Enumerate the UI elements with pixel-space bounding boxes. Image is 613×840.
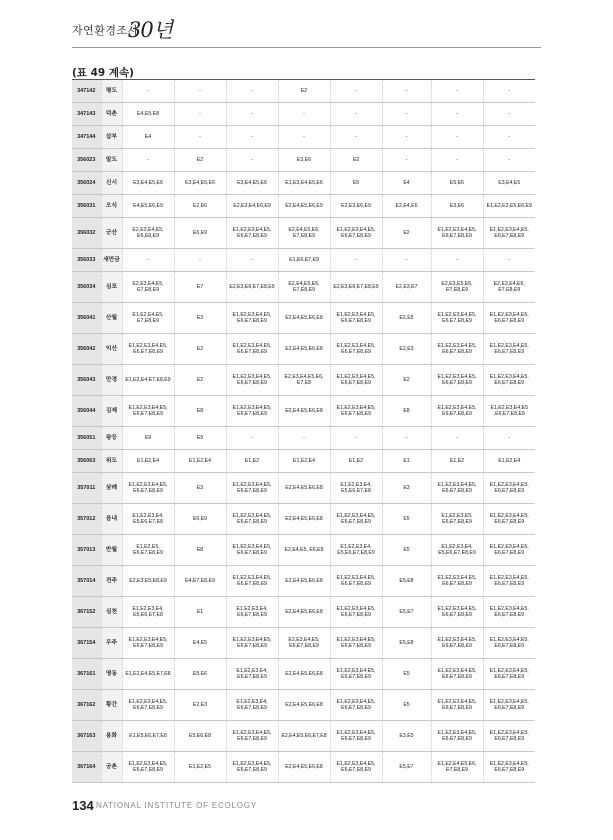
value-cell: E1,E2,E3,E4,E5, E6,E7,E8,E9 xyxy=(330,218,382,249)
value-cell: E4,E5,E6,E9 xyxy=(122,195,174,218)
value-cell: E2,E3,E7 xyxy=(382,272,431,303)
site-code-cell: 367161 xyxy=(72,659,101,690)
value-cell: E9 xyxy=(122,427,174,450)
value-cell: E2,E3 xyxy=(382,334,431,365)
value-cell: - xyxy=(382,149,431,172)
value-cell: E1,E2 xyxy=(330,450,382,473)
value-cell: E1,E2,E3,E4,E5, E6,E7,E8,E9 xyxy=(330,597,382,628)
site-name-cell: 익산 xyxy=(101,334,122,365)
value-cell: E2 xyxy=(174,149,226,172)
value-cell: E1,E2,E3,E4,E5, E6,E7,E8,E9 xyxy=(431,303,483,334)
site-name-cell: 위도 xyxy=(101,450,122,473)
site-code-cell: 356034 xyxy=(72,272,101,303)
value-cell: E2,E3,E6,E9 xyxy=(330,195,382,218)
value-cell: E1 xyxy=(382,450,431,473)
value-cell: E1,E2,E3,E4, E5,E6,E7,E8 xyxy=(122,504,174,535)
value-cell: E5,E6 xyxy=(174,659,226,690)
site-code-cell: 356044 xyxy=(72,396,101,427)
value-cell: E2,E4,E5,E6,E8 xyxy=(278,334,330,365)
value-cell: E6,E9 xyxy=(174,504,226,535)
value-cell: E2,E4,E5,E6,E8 xyxy=(278,473,330,504)
value-cell: - xyxy=(174,126,226,149)
value-cell: E3 xyxy=(382,473,431,504)
value-cell: - xyxy=(330,126,382,149)
value-cell: E1,E5,E6,E7,E8 xyxy=(122,721,174,752)
site-name-cell: 영동 xyxy=(101,659,122,690)
site-code-cell: 356041 xyxy=(72,303,101,334)
value-cell: E8 xyxy=(174,535,226,566)
value-cell: E3 xyxy=(174,303,226,334)
value-cell: E4,E7,E8,E9 xyxy=(174,566,226,597)
value-cell: E2,E4,E5,E6,E8 xyxy=(278,690,330,721)
value-cell: E1,E2,E3,E4,E5, E6,E7,E8,E9 xyxy=(431,473,483,504)
site-code-cell: 347144 xyxy=(72,126,101,149)
table-row xyxy=(72,195,535,218)
value-cell: E1,E2,E3,E4,E5, E6,E7,E8,E9 xyxy=(226,303,278,334)
table-row xyxy=(72,334,535,365)
table-row xyxy=(72,396,535,427)
value-cell: E1,E2,E4,E7,E8,E9 xyxy=(122,365,174,396)
value-cell: E2,E4,E5,E6,E8 xyxy=(278,303,330,334)
value-cell: E1,E2,E3,E4,E5, E6,E7,E8,E9 xyxy=(483,218,535,249)
value-cell: E1,E2,E3,E4, E5,E6,E7,E8 xyxy=(330,473,382,504)
value-cell: - xyxy=(382,126,431,149)
value-cell: E1,E2,E5, E6,E7,E8,E9 xyxy=(122,535,174,566)
value-cell: E3,E5 xyxy=(382,721,431,752)
value-cell: E1,E2,E3,E4,E5 ,E6,E7,E8,E9 xyxy=(483,396,535,427)
value-cell: E3,E4,E5 xyxy=(483,172,535,195)
value-cell: - xyxy=(483,103,535,126)
value-cell: - xyxy=(174,103,226,126)
value-cell: - xyxy=(431,149,483,172)
value-cell: - xyxy=(226,103,278,126)
value-cell: E1,E2,E3,E4,E5, E6,E7,E8,E9 xyxy=(483,473,535,504)
site-name-cell: 군산 xyxy=(101,218,122,249)
table-row xyxy=(72,628,535,659)
site-code-cell: 357011 xyxy=(72,473,101,504)
value-cell: E1,E2,E3,E4,E5, E6,E7,E8,E9 xyxy=(122,334,174,365)
value-cell: E1,E2,E3,E4,E5, E6,E7,E8,E9 xyxy=(226,334,278,365)
value-cell: E1,E3,E4,E5,E6 xyxy=(278,172,330,195)
value-cell: - xyxy=(226,149,278,172)
site-name-cell: 무주 xyxy=(101,628,122,659)
value-cell: E1,E2,E3,E4,E5, E6,E7,E8,E9 xyxy=(483,659,535,690)
table-row xyxy=(72,566,535,597)
value-cell: E1,E2,E3,E4,E5, E6,E7,E8,E9 xyxy=(226,752,278,783)
value-cell: - xyxy=(174,249,226,272)
value-cell: E1,E2,E3,E4,E5, E6,E7,E8,E9 xyxy=(431,365,483,396)
value-cell: E1,E2,E3,E4,E5, E6,E7,E8,E9 xyxy=(122,752,174,783)
value-cell: E2,E4,E5, E6,E8 xyxy=(278,535,330,566)
value-cell: E2,E4,E6 xyxy=(382,195,431,218)
value-cell: E2,E3,E4,E5, E6,E8,E9 xyxy=(122,218,174,249)
value-cell: E1,E2,E3,E4,E5, E6,E7,E8,E9 xyxy=(431,218,483,249)
value-cell: E1,E2,E3,E4, E5,E6,E7,E8 xyxy=(122,597,174,628)
value-cell: E2,E3,E4,E5, E6,E7,E8,E9 xyxy=(278,628,330,659)
value-cell: E1,E2,E3,E4,E5, E6,E7,E8,E9 xyxy=(226,504,278,535)
site-code-cell: 347142 xyxy=(72,80,101,103)
value-cell: E3,E4,E5,E6 xyxy=(226,172,278,195)
site-code-cell: 347143 xyxy=(72,103,101,126)
value-cell: E2 xyxy=(382,218,431,249)
table-row xyxy=(72,450,535,473)
value-cell: E4 xyxy=(122,126,174,149)
value-cell: E1 xyxy=(174,597,226,628)
value-cell: E2,E4,E5,E6,E8 xyxy=(278,659,330,690)
table-row xyxy=(72,504,535,535)
value-cell: - xyxy=(174,80,226,103)
value-cell: E1,E2,E3,E4,E5, E6,E7,E8,E9 xyxy=(122,473,174,504)
value-cell: E6,E9 xyxy=(174,218,226,249)
value-cell: E1,E2,E3,E4,E5, E6,E7,E8,E9 xyxy=(330,690,382,721)
value-cell: - xyxy=(330,80,382,103)
value-cell: E5 xyxy=(330,172,382,195)
value-cell: - xyxy=(330,249,382,272)
value-cell: E1,E2,E3,E4,E5, E6,E7,E8,E9 xyxy=(483,690,535,721)
site-name-cell: 말도 xyxy=(101,149,122,172)
value-cell: E1,E2,E4,E5,E7,E8 xyxy=(122,659,174,690)
value-cell: E1,E2,E3,E4,E5, E6,E7,E8,E9 xyxy=(226,628,278,659)
value-cell: E1,E2,E4 xyxy=(278,450,330,473)
value-cell: - xyxy=(483,80,535,103)
site-name-cell: 덕촌 xyxy=(101,103,122,126)
site-name-cell: 왕등 xyxy=(101,427,122,450)
value-cell: E1,E2,E3,E5,E6,E9 xyxy=(483,195,535,218)
site-code-cell: 356063 xyxy=(72,450,101,473)
page-number: 134 xyxy=(72,798,94,813)
value-cell: E1,E2,E3,E4,E5, E6,E7,E8,E9 xyxy=(431,659,483,690)
value-cell: E5,E7 xyxy=(382,752,431,783)
value-cell: E2,E4,E5,E6,E9 xyxy=(278,195,330,218)
value-cell: E1,E2,E3,E4,E5, E6,E7,E8,E9 xyxy=(226,566,278,597)
value-cell: E2,E3,E5,E6, E7,E8,E9 xyxy=(431,272,483,303)
table-row xyxy=(72,149,535,172)
site-name-cell: 삽부 xyxy=(101,126,122,149)
value-cell: E1,E2,E4,E5, E7,E8,E9 xyxy=(122,303,174,334)
site-name-cell: 오식 xyxy=(101,195,122,218)
table-row xyxy=(72,303,535,334)
header-title: 자연환경조사 xyxy=(72,24,139,37)
table-row xyxy=(72,103,535,126)
value-cell: E1,E2,E3,E4,E5, E6,E7,E8,E9 xyxy=(330,334,382,365)
value-cell: E1,E2,E3,E4,E5, E6,E7,E8,E9 xyxy=(226,473,278,504)
table-row xyxy=(72,597,535,628)
value-cell: - xyxy=(278,103,330,126)
value-cell: E2,E4,E5,E6, E7,E8,E9 xyxy=(278,272,330,303)
site-name-cell: 황간 xyxy=(101,690,122,721)
table-row xyxy=(72,249,535,272)
value-cell: - xyxy=(278,126,330,149)
value-cell: E1,E2,E3,E4,E5, E6,E7,E8,E9 xyxy=(431,690,483,721)
site-code-cell: 356033 xyxy=(72,249,101,272)
value-cell: E1,E2,E3,E4, E6,E7,E8,E9 xyxy=(226,597,278,628)
site-code-cell: 357014 xyxy=(72,566,101,597)
value-cell: - xyxy=(382,80,431,103)
site-name-cell: 평도 xyxy=(101,80,122,103)
value-cell: E2,E3,E4,E6, E7,E8,E9 xyxy=(483,272,535,303)
value-cell: E2,E4,E5,E6,E8 xyxy=(278,396,330,427)
site-name-cell: 만경 xyxy=(101,365,122,396)
value-cell: E2,E3,E5,E8,E9 xyxy=(122,566,174,597)
value-cell: E1,E2,E4 xyxy=(122,450,174,473)
value-cell: - xyxy=(226,126,278,149)
value-cell: - xyxy=(431,427,483,450)
value-cell: - xyxy=(226,427,278,450)
value-cell: E5,E6,E8 xyxy=(174,721,226,752)
site-name-cell: 용화 xyxy=(101,721,122,752)
value-cell: E2,E4,E5,E6,E8 xyxy=(278,504,330,535)
site-name-cell: 신시 xyxy=(101,172,122,195)
site-code-cell: 357012 xyxy=(72,504,101,535)
value-cell: - xyxy=(122,80,174,103)
value-cell: E1,E2,E3,E5, E6,E7,E8,E9 xyxy=(431,504,483,535)
value-cell: E1,E2,E3,E4,E5, E6,E7,E8,E9 xyxy=(330,659,382,690)
value-cell: - xyxy=(122,149,174,172)
site-code-cell: 367162 xyxy=(72,690,101,721)
value-cell: E4,E5 xyxy=(174,628,226,659)
value-cell: E1,E2,E3,E4,E5, E6,E7,E8,E9 xyxy=(330,504,382,535)
value-cell: E1,E2,E3,E4,E5, E6,E7,E8,E9 xyxy=(431,597,483,628)
value-cell: E5 xyxy=(382,690,431,721)
value-cell: E1,E2,E3,E4,E5, E6,E7,E8,E9 xyxy=(330,721,382,752)
value-cell: E1,E2,E3,E4,E5, E6,E7,E8,E9 xyxy=(431,628,483,659)
value-cell: E1,E2,E3,E4,E5, E6,E7,E8,E9 xyxy=(226,396,278,427)
value-cell: E3 xyxy=(174,473,226,504)
value-cell: - xyxy=(226,80,278,103)
value-cell: E2,E4,E5,E6, E7,E8,E9 xyxy=(278,218,330,249)
value-cell: E1,E2,E3,E4,E5, E6,E7,E8,E9 xyxy=(431,396,483,427)
value-cell: E1,E6,E7,E9 xyxy=(278,249,330,272)
value-cell: E1,E2,E3,E4,E5, E6,E7,E8,E9 xyxy=(483,752,535,783)
value-cell: - xyxy=(431,80,483,103)
value-cell: E8 xyxy=(174,396,226,427)
value-cell: E1,E2,E3,E4, E6,E7,E8,E9 xyxy=(226,690,278,721)
value-cell: E2,E3,E4,E5,E6, E7,E8 xyxy=(278,365,330,396)
value-cell: E5,E8 xyxy=(382,566,431,597)
site-code-cell: 356042 xyxy=(72,334,101,365)
value-cell: - xyxy=(122,249,174,272)
value-cell: E1,E2,E3,E4, E6,E7,E8,E9 xyxy=(226,659,278,690)
value-cell: E1,E2,E3,E4,E5, E6,E7,E8,E9 xyxy=(483,597,535,628)
value-cell: E1,E2,E3,E4,E5, E6,E7,E8,E9 xyxy=(122,690,174,721)
value-cell: - xyxy=(330,427,382,450)
value-cell: - xyxy=(483,249,535,272)
site-name-cell: 반월 xyxy=(101,535,122,566)
value-cell: E1,E2,E4,E5,E6, E7,E8,E9 xyxy=(431,752,483,783)
data-table xyxy=(72,79,535,783)
value-cell: - xyxy=(226,249,278,272)
site-name-cell: 심천 xyxy=(101,597,122,628)
value-cell: E4,E5,E8 xyxy=(122,103,174,126)
value-cell: E1,E2,E3,E4,E5, E6,E7,E8,E9 xyxy=(122,628,174,659)
value-cell: E2,E4,E5,E6,E8 xyxy=(278,597,330,628)
value-cell: E2 xyxy=(278,80,330,103)
value-cell: E1,E2,E3,E4,E5, E6,E7,E8,E9 xyxy=(431,566,483,597)
table-row xyxy=(72,659,535,690)
table-row xyxy=(72,721,535,752)
value-cell: - xyxy=(382,249,431,272)
value-cell: E1,E2,E3,E4,E5, E6,E7,E8,E9 xyxy=(226,721,278,752)
site-name-cell: 김제 xyxy=(101,396,122,427)
site-name-cell: 삼례 xyxy=(101,473,122,504)
site-code-cell: 367164 xyxy=(72,752,101,783)
value-cell: E1,E2,E3,E4,E5, E6,E7,E8,E9 xyxy=(226,535,278,566)
site-name-cell: 음내 xyxy=(101,504,122,535)
value-cell: - xyxy=(382,427,431,450)
value-cell: E1,E2,E3,E4,E5, E6,E7,E8,E9 xyxy=(483,721,535,752)
value-cell: E2 xyxy=(382,365,431,396)
site-name-cell: 산월 xyxy=(101,303,122,334)
table-row xyxy=(72,272,535,303)
value-cell: E1,E2,E3,E4,E5, E6,E7,E8,E9 xyxy=(330,365,382,396)
value-cell: - xyxy=(483,126,535,149)
table-row xyxy=(72,80,535,103)
value-cell: E8 xyxy=(382,396,431,427)
site-code-cell: 367152 xyxy=(72,597,101,628)
value-cell: E5,E8 xyxy=(382,628,431,659)
site-name-cell: 궁촌 xyxy=(101,752,122,783)
value-cell: E1,E2,E3,E4,E5, E6,E7,E8,E9 xyxy=(431,721,483,752)
value-cell: E1,E2,E3,E4,E5, E6,E7,E8,E9 xyxy=(330,628,382,659)
value-cell: E1,E2,E3,E4,E5, E6,E7,E8,E9 xyxy=(226,365,278,396)
site-code-cell: 356043 xyxy=(72,365,101,396)
value-cell: E2,E3,E6,E7,E8,E9 xyxy=(330,272,382,303)
value-cell: - xyxy=(330,103,382,126)
value-cell: E1,E2,E3,E4,E5, E6,E7,E8,E9 xyxy=(483,504,535,535)
value-cell: E1,E2,E3,E4,E5, E6,E7,E8,E9 xyxy=(330,752,382,783)
table-row xyxy=(72,172,535,195)
table-row xyxy=(72,218,535,249)
site-code-cell: 356051 xyxy=(72,427,101,450)
value-cell: E3,E4,E5,E6 xyxy=(122,172,174,195)
value-cell: E1,E2,E3,E4,E5, E6,E7,E8,E9 xyxy=(330,303,382,334)
value-cell: E2,E3,E4,E6,E9 xyxy=(226,195,278,218)
value-cell: E2,E5 xyxy=(382,303,431,334)
value-cell: E1,E2 xyxy=(226,450,278,473)
value-cell: E7 xyxy=(174,272,226,303)
value-cell: E1,E2,E3,E4,E5, E6,E7,E8,E9 xyxy=(483,303,535,334)
value-cell: - xyxy=(483,149,535,172)
value-cell: E1,E2,E3,E4, E5,E6,E7,E8,E9 xyxy=(431,535,483,566)
value-cell: E2 xyxy=(174,334,226,365)
table-row xyxy=(72,535,535,566)
value-cell: E1,E2,E3,E4,E5, E6,E7,E8,E9 xyxy=(483,566,535,597)
value-cell: - xyxy=(431,103,483,126)
value-cell: E2,E4,E5,E6,E8 xyxy=(278,752,330,783)
value-cell: E1,E2,E3,E4,E5, E6,E7,E8,E9 xyxy=(431,334,483,365)
value-cell: E1,E2,E3,E4, E5,E6,E7,E8,E9 xyxy=(330,535,382,566)
value-cell: E1,E2,E4 xyxy=(483,450,535,473)
value-cell: E2,E3,E4,E5, E7,E8,E9 xyxy=(122,272,174,303)
table-row xyxy=(72,690,535,721)
site-code-cell: 356023 xyxy=(72,149,101,172)
site-code-cell: 367154 xyxy=(72,628,101,659)
site-code-cell: 356032 xyxy=(72,218,101,249)
site-code-cell: 356024 xyxy=(72,172,101,195)
table-caption: (표 49 계속) xyxy=(72,67,134,79)
value-cell: E5 xyxy=(382,659,431,690)
value-cell: - xyxy=(431,126,483,149)
value-cell: E5 xyxy=(382,504,431,535)
value-cell: E5 xyxy=(382,535,431,566)
value-cell: E1,E2,E3,E4,E5, E6,E7,E8,E9 xyxy=(483,535,535,566)
header-divider xyxy=(72,47,541,48)
value-cell: E2,E3 xyxy=(174,690,226,721)
value-cell: E1,E2,E3,E4,E5, E6,E7,E8,E9 xyxy=(483,628,535,659)
value-cell: E5,E6 xyxy=(431,172,483,195)
table-body xyxy=(72,80,535,783)
value-cell: E3,E6 xyxy=(278,149,330,172)
value-cell: E9 xyxy=(174,427,226,450)
value-cell: E2 xyxy=(174,365,226,396)
value-cell: E1,E2,E3,E4,E5, E6,E7,E8,E9 xyxy=(330,566,382,597)
site-name-cell: 새만금 xyxy=(101,249,122,272)
value-cell: E1,E2,E5 xyxy=(174,752,226,783)
value-cell: E2,E6 xyxy=(174,195,226,218)
value-cell: E3,E4,E5,E6 xyxy=(174,172,226,195)
table-row xyxy=(72,473,535,504)
site-name-cell: 전주 xyxy=(101,566,122,597)
value-cell: E2,E4,E5,E6,E7,E8 xyxy=(278,721,330,752)
header-logo: 30년 xyxy=(128,18,173,42)
value-cell: E1,E2,E3,E4,E5, E6,E7,E8,E9 xyxy=(122,396,174,427)
value-cell: E1,E2,E3,E4,E5, E6,E7,E8,E9 xyxy=(483,334,535,365)
table-row xyxy=(72,365,535,396)
value-cell: E1,E2 xyxy=(431,450,483,473)
site-name-cell: 심포 xyxy=(101,272,122,303)
value-cell: E3,E6 xyxy=(431,195,483,218)
value-cell: E1,E2,E3,E4,E5, E6,E7,E8,E9 xyxy=(226,218,278,249)
value-cell: - xyxy=(431,249,483,272)
value-cell: E4 xyxy=(382,172,431,195)
table-row xyxy=(72,752,535,783)
site-code-cell: 356031 xyxy=(72,195,101,218)
value-cell: E1,E2,E3,E4,E5, E6,E7,E8,E9 xyxy=(483,365,535,396)
value-cell: E5,E7 xyxy=(382,597,431,628)
value-cell: E1,E2,E3,E4,E5, E6,E7,E8,E9 xyxy=(330,396,382,427)
value-cell: - xyxy=(483,427,535,450)
footer-org: NATIONAL INSTITUTE OF ECOLOGY xyxy=(96,801,257,810)
value-cell: E2,E4,E5,E6,E8 xyxy=(278,566,330,597)
table-row xyxy=(72,427,535,450)
value-cell: - xyxy=(278,427,330,450)
table-row xyxy=(72,126,535,149)
site-code-cell: 367163 xyxy=(72,721,101,752)
value-cell: E2 xyxy=(330,149,382,172)
value-cell: E1,E2,E4 xyxy=(174,450,226,473)
site-code-cell: 357013 xyxy=(72,535,101,566)
value-cell: - xyxy=(382,103,431,126)
value-cell: E2,E3,E6,E7,E8,E9 xyxy=(226,272,278,303)
